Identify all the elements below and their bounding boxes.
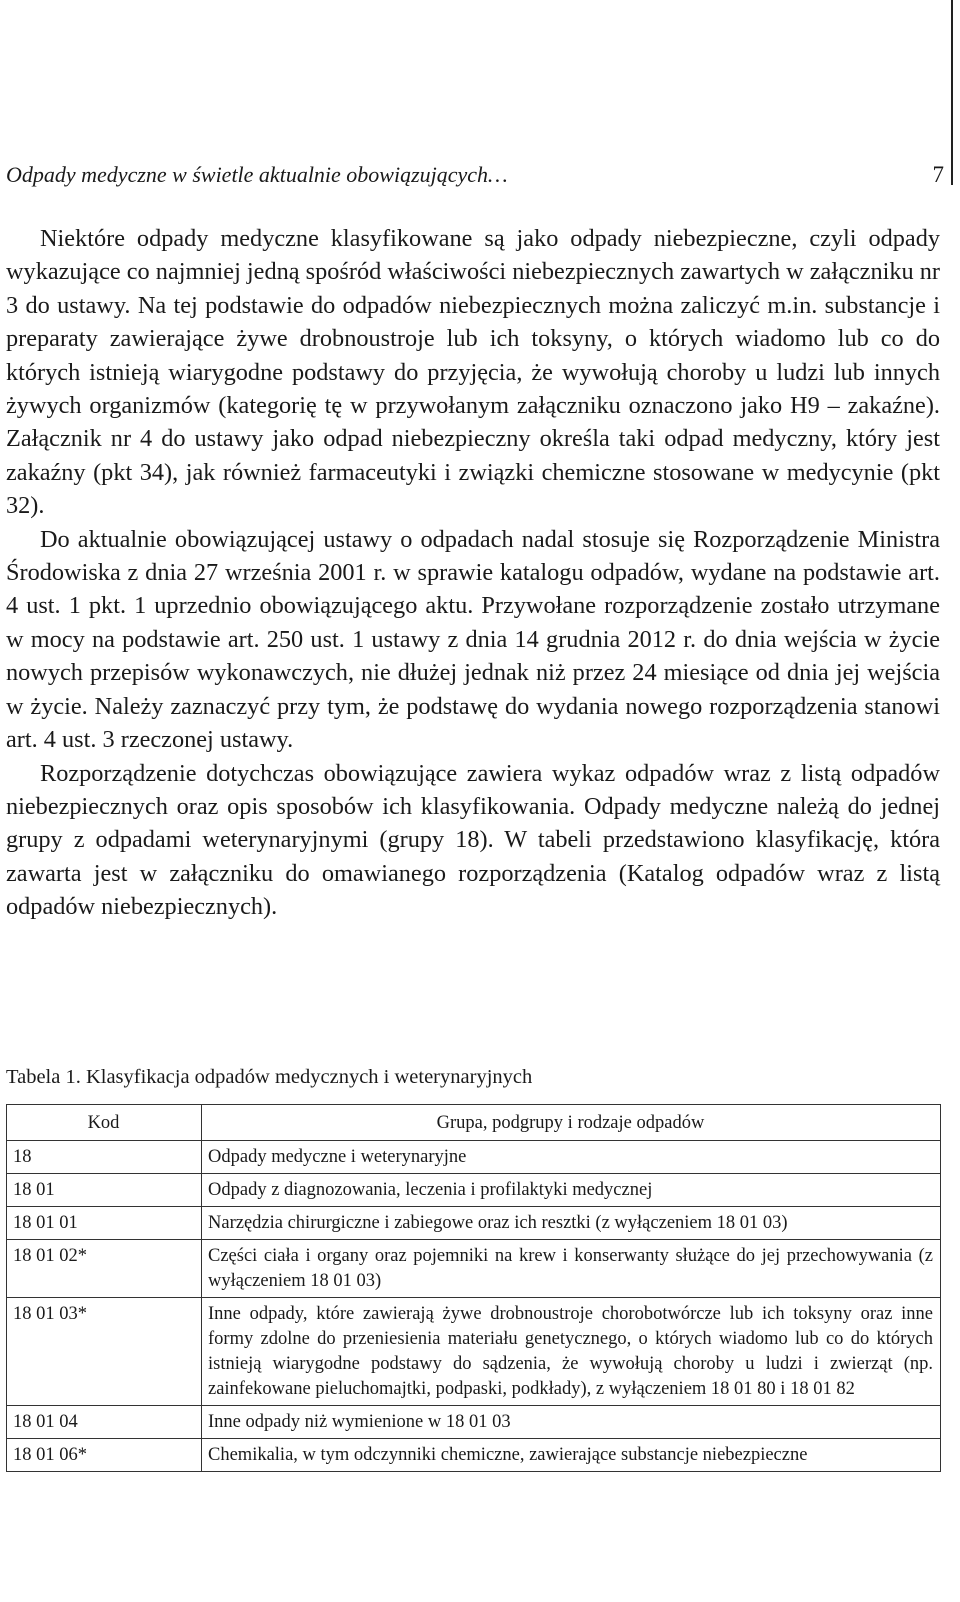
table-row [7, 1141, 941, 1174]
table-cell-description: Części ciała i organy oraz pojemniki na krew i konserwanty służące do jej przechowywania (z wyłączeniem 18 01 03) [202, 1240, 941, 1298]
header-vertical-rule [951, 0, 953, 185]
page-number: 7 [932, 162, 944, 187]
table-row [7, 1406, 941, 1439]
table-row [7, 1174, 941, 1207]
table-caption: Tabela 1. Klasyfikacja odpadów medycznych i weterynaryjnych [6, 1066, 533, 1088]
table-cell-description: Inne odpady niż wymienione w 18 01 03 [202, 1406, 941, 1439]
table-cell-description: Odpady z diagnozowania, leczenia i profilaktyki medycznej [202, 1174, 941, 1207]
table-cell-code: 18 01 03* [7, 1298, 202, 1406]
table-header-row [7, 1105, 941, 1141]
table-row [7, 1207, 941, 1240]
paragraph: Do aktualnie obowiązującej ustawy o odpadach nadal stosuje się Rozporządzenie Ministra Środowiska z dnia 27 września 2001 r. w sprawie katalogu odpadów, wydane na podstawie art. 4 ust. 1 pkt. 1 uprzednio obowiązującego aktu. Przywołane rozporządzenie zostało utrzymane w mocy na podstawie art. 250 ust. 1 ustawy z dnia 14 grudnia 2012 r. do dnia wejścia w życie nowych przepisów wykonawczych, nie dłużej jednak niż przez 24 miesiące od dnia jej wejścia w życie. Należy zaznaczyć przy tym, że podstawę do wydania nowego rozporządzenia stanowi art. 4 ust. 3 rzeczonej ustawy. [6, 525, 940, 754]
table-row [7, 1439, 941, 1472]
table-cell-description: Chemikalia, w tym odczynniki chemiczne, zawierające substancje niebezpieczne [202, 1439, 941, 1472]
paragraph: Rozporządzenie dotychczas obowiązujące zawiera wykaz odpadów wraz z listą odpadów niebezpiecznych oraz opis sposobów ich klasyfikowania. Odpady medyczne należą do jednej grupy z odpadami weterynaryjnymi (grupy 18). W tabeli przedstawiono klasyfikację, która zawarta jest w załączniku do omawianego rozporządzenia (Katalog odpadów wraz z listą odpadów niebezpiecznych). [6, 759, 940, 921]
table-cell-code: 18 [7, 1141, 202, 1174]
table-row [7, 1240, 941, 1298]
table-row [7, 1298, 941, 1406]
table-cell-description: Inne odpady, które zawierają żywe drobnoustroje chorobotwórcze lub ich toksyny oraz inne formy zdolne do przeniesienia materiału genetycznego, o których wiadomo lub co do których istnieją wiarygodne podstawy do sądzenia, że wywołują choroby u ludzi i zwierząt (np. zainfekowane pieluchomajtki, podpaski, podkłady), z wyłączeniem 18 01 80 i 18 01 82 [202, 1298, 941, 1406]
column-header-group: Grupa, podgrupy i rodzaje odpadów [202, 1105, 941, 1141]
table-cell-description: Narzędzia chirurgiczne i zabiegowe oraz ich resztki (z wyłączeniem 18 01 03) [202, 1207, 941, 1240]
table-cell-code: 18 01 04 [7, 1406, 202, 1439]
running-header [6, 158, 946, 192]
paragraph: Niektóre odpady medyczne klasyfikowane są jako odpady niebezpieczne, czyli odpady wykazujące co najmniej jedną spośród właściwości niebezpiecznych zawartych w załączniku nr 3 do ustawy. Na tej podstawie do odpadów niebezpiecznych można zaliczyć m.in. substancje i preparaty zawierające żywe drobnoustroje lub ich toksyny, o których wiadomo lub co do których istnieją wiarygodne podstawy do przyjęcia, że wywołują choroby u ludzi lub innych żywych organizmów (kategorię tę w przywołanym załączniku oznaczono jako H9 – zakaźne). Załącznik nr 4 do ustawy jako odpad niebezpieczny określa taki odpad medyczny, który jest zakaźny (pkt 34), jak również farmaceutyki i związki chemiczne stosowane w medycynie (pkt 32). [6, 225, 940, 520]
table-cell-code: 18 01 [7, 1174, 202, 1207]
table-cell-code: 18 01 02* [7, 1240, 202, 1298]
running-header-title: Odpady medyczne w świetle aktualnie obowiązujących… [6, 162, 508, 187]
column-header-code: Kod [7, 1105, 202, 1141]
table-cell-code: 18 01 06* [7, 1439, 202, 1472]
table-cell-description: Odpady medyczne i weterynaryjne [202, 1141, 941, 1174]
waste-classification-table [6, 1104, 941, 1472]
table-cell-code: 18 01 01 [7, 1207, 202, 1240]
body-text [6, 222, 940, 924]
